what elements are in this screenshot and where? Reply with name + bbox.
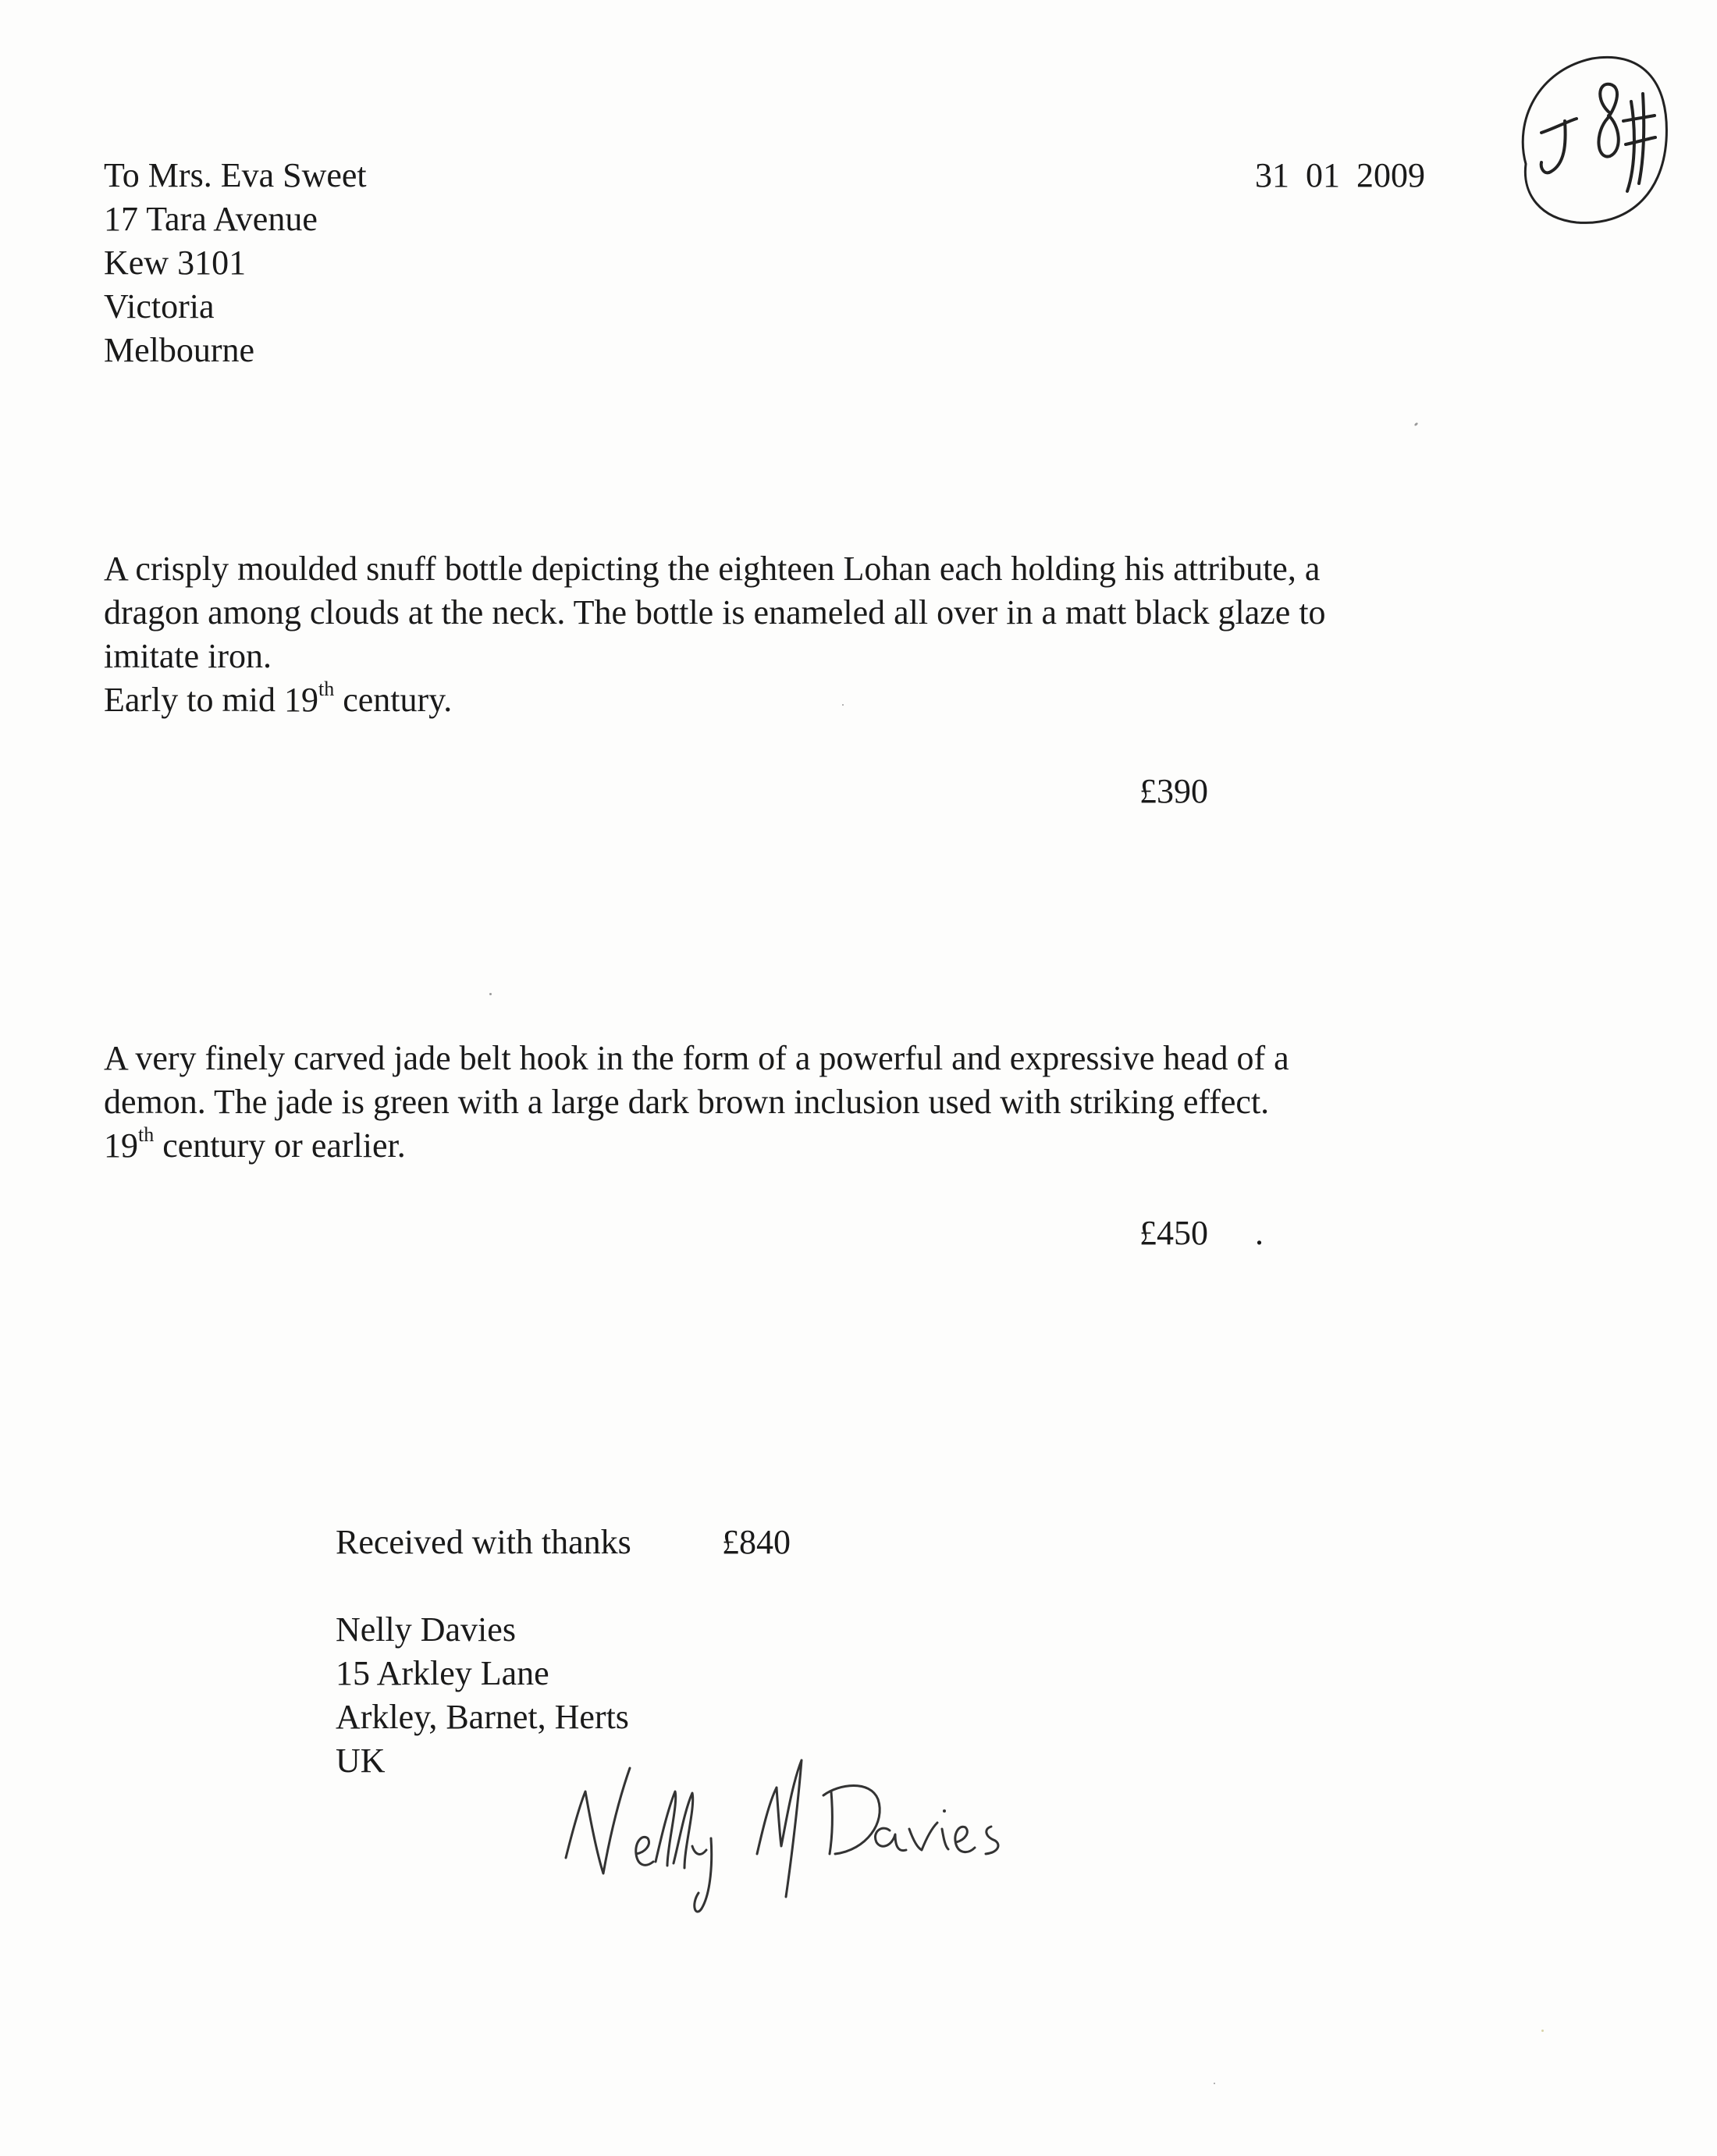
letter-date: 31 01 2009 bbox=[1255, 156, 1425, 194]
scan-speck bbox=[1541, 2030, 1544, 2032]
item-period bbox=[104, 1124, 1289, 1168]
scan-speck bbox=[1414, 422, 1419, 427]
item-price-trailing-mark: . bbox=[1255, 1214, 1264, 1252]
receipt-label: Received with thanks bbox=[336, 1523, 631, 1561]
item-description-line: dragon among clouds at the neck. The bottle is enameled all over in a matt black glaze to bbox=[104, 593, 1326, 632]
receipt-total: £840 bbox=[722, 1523, 791, 1561]
recipient-line: To Mrs. Eva Sweet bbox=[104, 156, 367, 194]
recipient-line: Kew 3101 bbox=[104, 244, 247, 282]
item-period-prefix: Early to mid 19 bbox=[104, 681, 318, 719]
item-description-line: imitate iron. bbox=[104, 637, 272, 675]
signature bbox=[558, 1737, 1042, 1916]
sender-line: UK bbox=[336, 1742, 386, 1780]
recipient-line: Victoria bbox=[104, 287, 215, 326]
recipient-address bbox=[104, 154, 367, 372]
handwritten-mark bbox=[1510, 47, 1674, 234]
item-period-suffix: century. bbox=[334, 681, 453, 719]
item-price: £450 bbox=[1139, 1214, 1208, 1252]
item-period-sup: th bbox=[318, 678, 335, 701]
item-description bbox=[104, 547, 1326, 722]
scan-speck bbox=[489, 993, 492, 995]
sender-line: Nelly Davies bbox=[336, 1610, 516, 1649]
item-period bbox=[104, 678, 1326, 722]
item-description-line: A crisply moulded snuff bottle depicting the eighteen Lohan each holding his attribute, a bbox=[104, 550, 1321, 588]
item-price: £390 bbox=[1139, 772, 1208, 810]
item-period-sup: th bbox=[138, 1123, 155, 1147]
scan-speck bbox=[842, 704, 844, 706]
recipient-line: 17 Tara Avenue bbox=[104, 200, 318, 238]
item-period-suffix: century or earlier. bbox=[154, 1126, 406, 1165]
recipient-line: Melbourne bbox=[104, 331, 255, 369]
item-description-line: demon. The jade is green with a large dark brown inclusion used with striking effect. bbox=[104, 1083, 1270, 1121]
item-period-prefix: 19 bbox=[104, 1126, 138, 1165]
sender-line: 15 Arkley Lane bbox=[336, 1654, 549, 1692]
item-description bbox=[104, 1037, 1289, 1168]
sender-line: Arkley, Barnet, Herts bbox=[336, 1698, 629, 1736]
scan-speck bbox=[1214, 2083, 1215, 2084]
item-description-line: A very finely carved jade belt hook in the form of a powerful and expressive head of a bbox=[104, 1039, 1289, 1077]
